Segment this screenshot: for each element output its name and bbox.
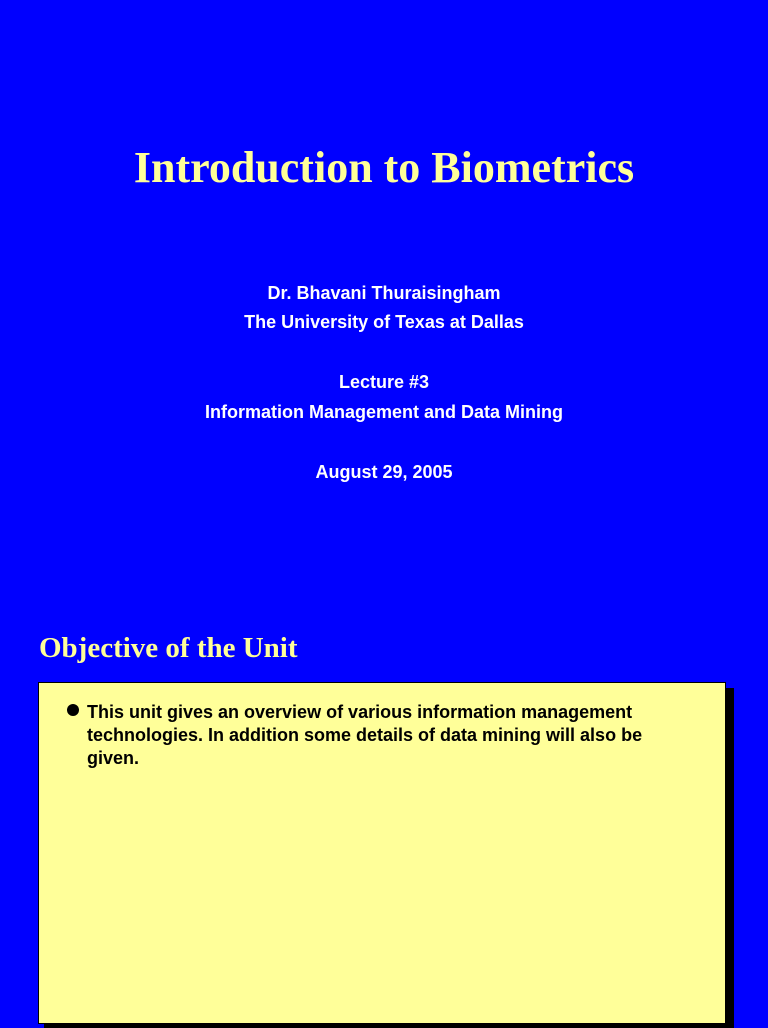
author-name: Dr. Bhavani Thuraisingham [267,283,501,303]
bullet-dot-icon [67,704,79,716]
objective-title: Objective of the Unit [39,632,298,664]
lecture-topic: Information Management and Data Mining [204,402,563,422]
slide-title: Introduction to Biometrics [133,143,635,192]
lecture-number: Lecture #3 [338,372,430,392]
bullet-text: This unit gives an overview of various information management technologies. In addition some details of data mining will also be given. [87,702,643,768]
content-box [38,682,726,1024]
affiliation: The University of Texas at Dallas [244,312,524,332]
lecture-date: August 29, 2005 [315,462,453,482]
